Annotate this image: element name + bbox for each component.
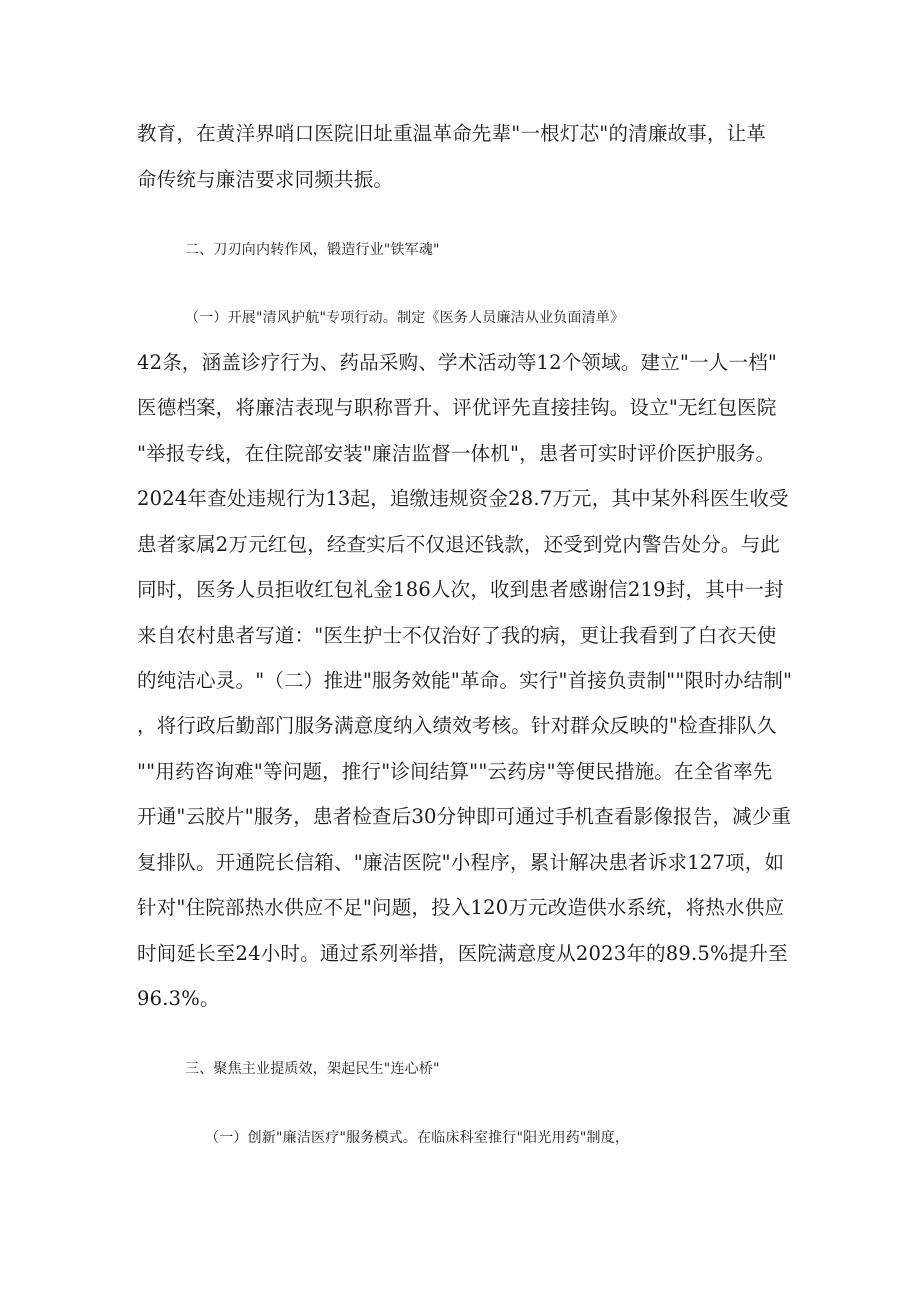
paragraph-line: 同时，医务人员拒收红包礼金186人次，收到患者感谢信219封，其中一封	[137, 578, 784, 601]
paragraph-line: 复排队。开通院长信箱、"廉洁医院"小程序，累计解决患者诉求127项，如	[137, 851, 785, 874]
paragraph-line: （一）创新"廉洁医疗"服务模式。在临床科室推行"阳光用药"制度，	[205, 1130, 630, 1146]
paragraph-line: 医德档案，将廉洁表现与职称晋升、评优评先直接挂钩。设立"无红包医院	[137, 396, 777, 419]
paragraph-line: 命传统与廉洁要求同频共振。	[137, 168, 394, 191]
paragraph-line: "举报专线，在住院部安装"廉洁监督一体机"，患者可实时评价医护服务。	[137, 442, 776, 465]
paragraph-line: ，将行政后勤部门服务满意度纳入绩效考核。针对群众反映的"检查排队久	[137, 714, 777, 737]
paragraph-line: 的纯洁心灵。"（二）推进"服务效能"革命。实行"首接负责制""限时办结制"	[137, 669, 793, 692]
paragraph-line: 患者家属2万元红包，经查实后不仅退还钱款，还受到党内警告处分。与此	[137, 533, 781, 556]
paragraph-line: 教育，在黄洋界哨口医院旧址重温革命先辈"一根灯芯"的清廉故事，让革	[137, 122, 767, 145]
paragraph-line: （一）开展"清风护航"专项行动。制定《医务人员廉洁从业负面清单》	[185, 310, 625, 326]
paragraph-line: 时间延长至24小时。通过系列举措，医院满意度从2023年的89.5%提升至	[137, 942, 788, 965]
paragraph-line: 2024年查处违规行为13起，追缴违规资金28.7万元，其中某外科医生收受	[137, 487, 789, 510]
section-heading-2: 二、刀刃向内转作风，锻造行业"铁军魂"	[185, 242, 440, 258]
section-heading-3: 三、聚焦主业提质效，架起民生"连心桥"	[185, 1061, 440, 1077]
paragraph-line: ""用药咨询难"等问题，推行"诊间结算""云药房"等便民措施。在全省率先	[137, 760, 773, 783]
paragraph-line: 针对"住院部热水供应不足"问题，投入120万元改造供水系统，将热水供应	[137, 896, 785, 919]
paragraph-line: 来自农村患者写道："医生护士不仅治好了我的病，更让我看到了白衣天使	[137, 624, 777, 647]
paragraph-line: 42条，涵盖诊疗行为、药品采购、学术活动等12个领域。建立"一人一档"	[137, 351, 778, 374]
paragraph-line: 开通"云胶片"服务，患者检查后30分钟即可通过手机查看影像报告，减少重	[137, 805, 792, 828]
paragraph-line: 96.3%。	[137, 987, 220, 1010]
